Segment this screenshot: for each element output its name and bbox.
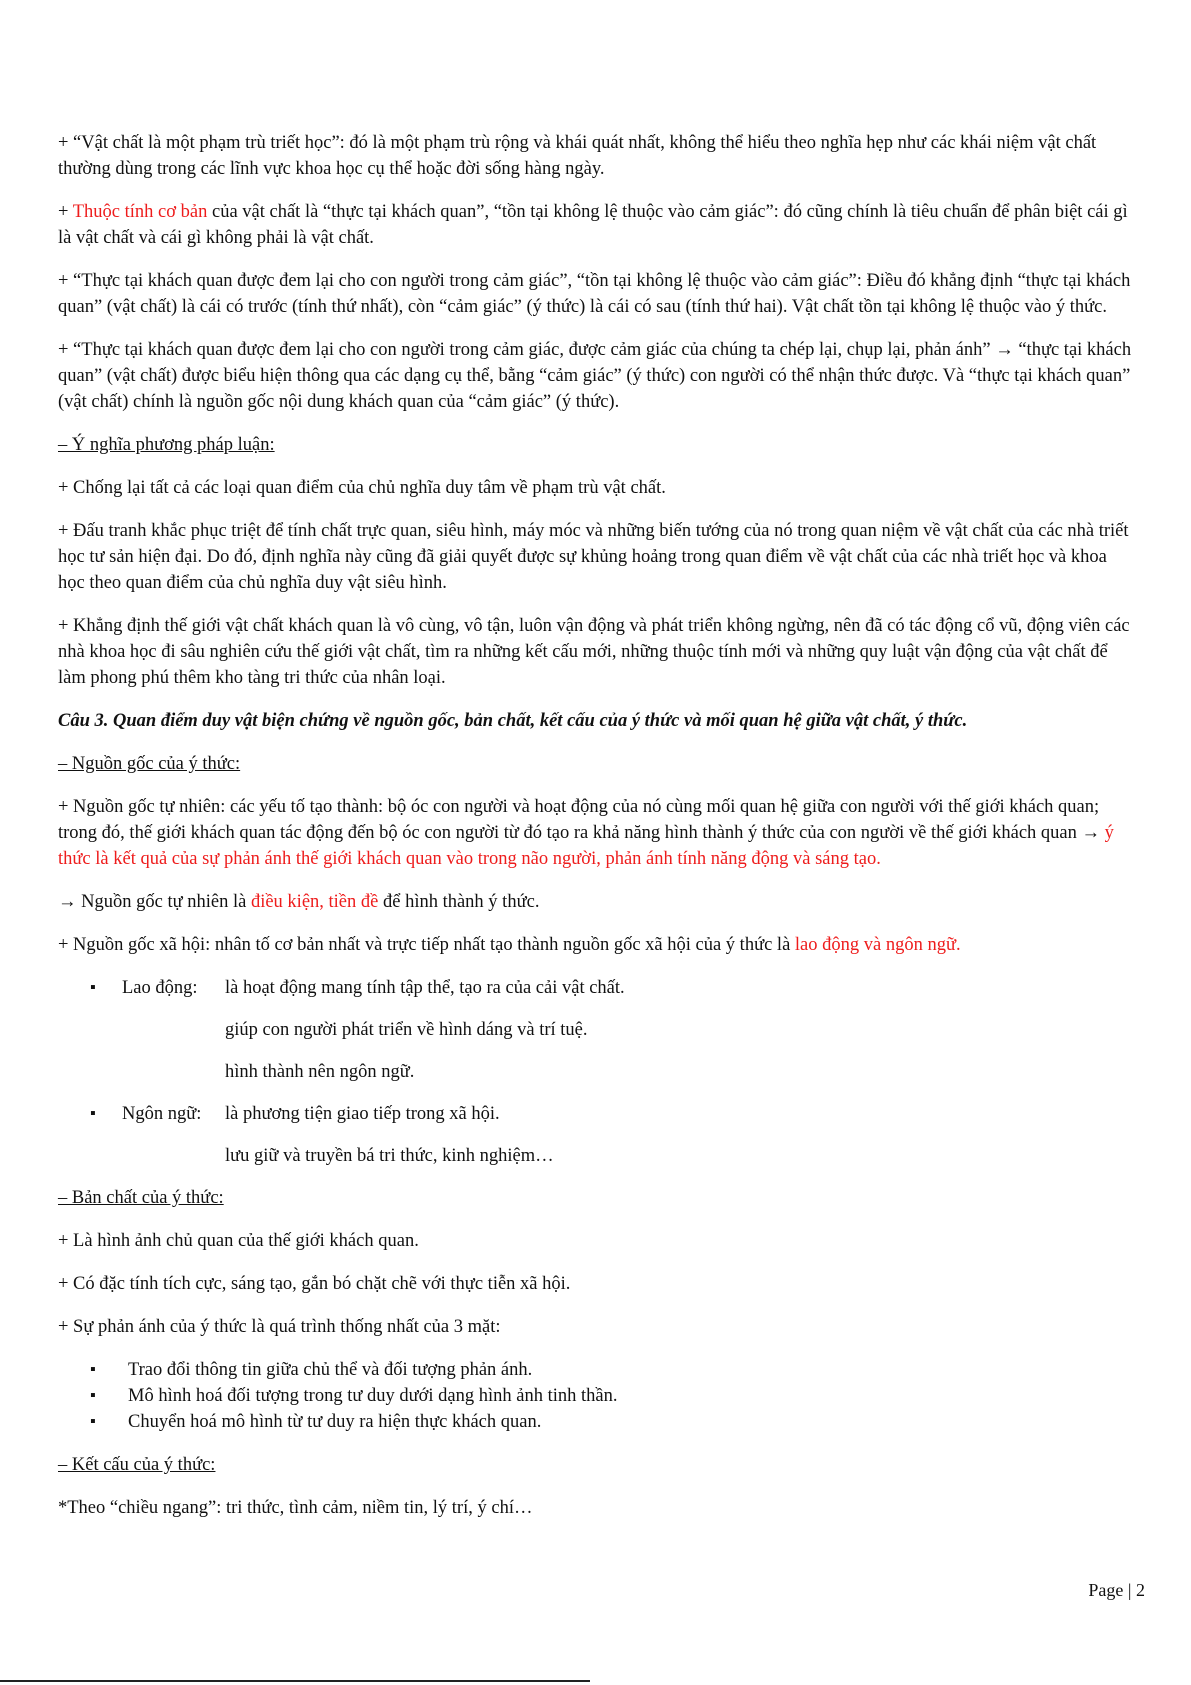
text-prefix: → Nguồn gốc tự nhiên là — [58, 892, 251, 912]
paragraph-struggle: + Đấu tranh khắc phục triệt để tính chất trực quan, siêu hình, máy móc và những biến tướng của nó trong quan niệm về vật chất của các nhà triết học tư sản hiện đại. Do đó, định nghĩa này cũng đã giải quyết được sự khủng hoảng trong quan điểm về vật chất của các nhà triết học và khoa học theo quan điểm của chủ nghĩa duy vật siêu hình. — [58, 521, 1129, 593]
highlight-condition: điều kiện, tiền đề — [250, 892, 379, 912]
square-bullet-icon: ▪ — [90, 979, 96, 996]
text-prefix: + — [58, 202, 73, 222]
highlight-basic-attribute: Thuộc tính cơ bản — [72, 202, 208, 222]
paragraph-natural-origin — [58, 794, 1138, 872]
heading-methodology: – Ý nghĩa phương pháp luận: — [58, 435, 275, 455]
language-line: lưu giữ và truyền bá tri thức, kinh nghiệm… — [225, 1146, 554, 1166]
text-suffix: để hình thành ý thức. — [378, 892, 540, 912]
page-number: Page | 2 — [1088, 1580, 1145, 1600]
bottom-divider — [0, 1680, 590, 1682]
page-content — [58, 130, 1138, 1538]
paragraph-objective-reality: + “Thực tại khách quan được đem lại cho con người trong cảm giác”, “tồn tại không lệ thuộc vào cảm giác”: Điều đó khẳng định “thực tại khách quan” (vật chất) là cái có trước (tính thứ nhất), còn “cảm giác” (ý thức) là cái có sau (tính thứ hai). Vật chất tồn tại không lệ thuộc vào ý thức. — [58, 271, 1131, 317]
heading-origin: – Nguồn gốc của ý thức: — [58, 754, 241, 774]
labor-line: hình thành nên ngôn ngữ. — [225, 1062, 415, 1082]
paragraph-reflection: + “Thực tại khách quan được đem lại cho con người trong cảm giác, được cảm giác của chúng ta chép lại, chụp lại, phản ánh” → “thực tại khách quan” (vật chất) được biểu hiện thông qua các dạng cụ thể, bằng “cảm giác” (ý thức) con người có thể nhận thức được. Và “thực tại khách quan” (vật chất) chính là nguồn gốc nội dung khách quan của “cảm giác” (ý thức). — [58, 340, 1132, 412]
text-prefix: + Nguồn gốc xã hội: nhân tố cơ bản nhất và trực tiếp nhất tạo thành nguồn gốc xã hội của ý thức là — [58, 935, 795, 955]
paragraph-material-category: + “Vật chất là một phạm trù triết học”: đó là một phạm trù rộng và khái quát nhất, không thể hiểu theo nghĩa hẹp như các khái niệm vật chất thường dùng trong các lĩnh vực khoa học cụ thể hoặc đời sống hàng ngày. — [58, 133, 1097, 179]
paragraph-subjective-image: + Là hình ảnh chủ quan của thế giới khách quan. — [58, 1231, 419, 1251]
paragraph-horizontal: *Theo “chiều ngang”: tri thức, tình cảm, niềm tin, lý trí, ý chí… — [58, 1498, 533, 1518]
language-line: là phương tiện giao tiếp trong xã hội. — [225, 1104, 500, 1124]
language-lines — [225, 1101, 554, 1169]
labor-definition — [58, 975, 1138, 1085]
paragraph-three-aspects: + Sự phản ánh của ý thức là quá trình thống nhất của 3 mặt: — [58, 1317, 501, 1337]
text-suffix: của vật chất là “thực tại khách quan”, “tồn tại không lệ thuộc vào cảm giác”: đó cũng chính là tiêu chuẩn để phân biệt cái gì là vật chất và cái gì không phải là vật chất. — [58, 202, 1128, 248]
highlight-consciousness-result: ý thức là kết quả của sự phản ánh thế giới khách quan vào trong não người, phản ánh tính năng động và sáng tạo. — [58, 823, 1114, 869]
heading-structure: – Kết cấu của ý thức: — [58, 1455, 216, 1475]
paragraph-social-origin — [58, 932, 1138, 958]
paragraph-basic-attribute — [58, 199, 1138, 251]
square-bullet-icon: ▪ — [90, 1105, 96, 1122]
term-language: Ngôn ngữ: — [122, 1104, 202, 1124]
list-item: ▪ Mô hình hoá đối tượng trong tư duy dưới dạng hình ảnh tinh thần. — [58, 1383, 1138, 1409]
labor-line: là hoạt động mang tính tập thể, tạo ra của cải vật chất. — [225, 978, 625, 998]
question-3-heading: Câu 3. Quan điểm duy vật biện chứng về nguồn gốc, bản chất, kết cấu của ý thức và mối quan hệ giữa vật chất, ý thức. — [58, 711, 968, 731]
list-item: ▪ Trao đổi thông tin giữa chủ thể và đối tượng phản ánh. — [58, 1357, 1138, 1383]
paragraph-affirm: + Khẳng định thế giới vật chất khách quan là vô cùng, vô tận, luôn vận động và phát triển không ngừng, nên đã có tác động cổ vũ, động viên các nhà khoa học đi sâu nghiên cứu thế giới vật chất, tìm ra những kết cấu mới, những thuộc tính mới và những quy luật vận động của vật chất để làm phong phú thêm kho tàng tri thức của nhân loại. — [58, 616, 1130, 688]
paragraph-against-idealism: + Chống lại tất cả các loại quan điểm của chủ nghĩa duy tâm về phạm trù vật chất. — [58, 478, 666, 498]
language-definition — [58, 1101, 1138, 1169]
highlight-labor-language: lao động và ngôn ngữ. — [794, 935, 961, 955]
list-item: ▪ Chuyển hoá mô hình từ tư duy ra hiện thực khách quan. — [58, 1409, 1138, 1435]
term-labor: Lao động: — [122, 978, 198, 998]
paragraph-active-creative: + Có đặc tính tích cực, sáng tạo, gắn bó chặt chẽ với thực tiễn xã hội. — [58, 1274, 571, 1294]
paragraph-natural-condition — [58, 889, 1138, 915]
aspects-list — [58, 1357, 1138, 1435]
labor-line: giúp con người phát triển về hình dáng và trí tuệ. — [225, 1020, 588, 1040]
text-prefix: + Nguồn gốc tự nhiên: các yếu tố tạo thành: bộ óc con người và hoạt động của nó cùng mối quan hệ giữa con người với thế giới khách quan; trong đó, thế giới khách quan tác động đến bộ óc con người từ đó tạo ra khả năng hình thành ý thức của con người về thế giới khách quan → — [58, 797, 1105, 843]
labor-lines — [225, 975, 625, 1085]
heading-nature: – Bản chất của ý thức: — [58, 1188, 224, 1208]
